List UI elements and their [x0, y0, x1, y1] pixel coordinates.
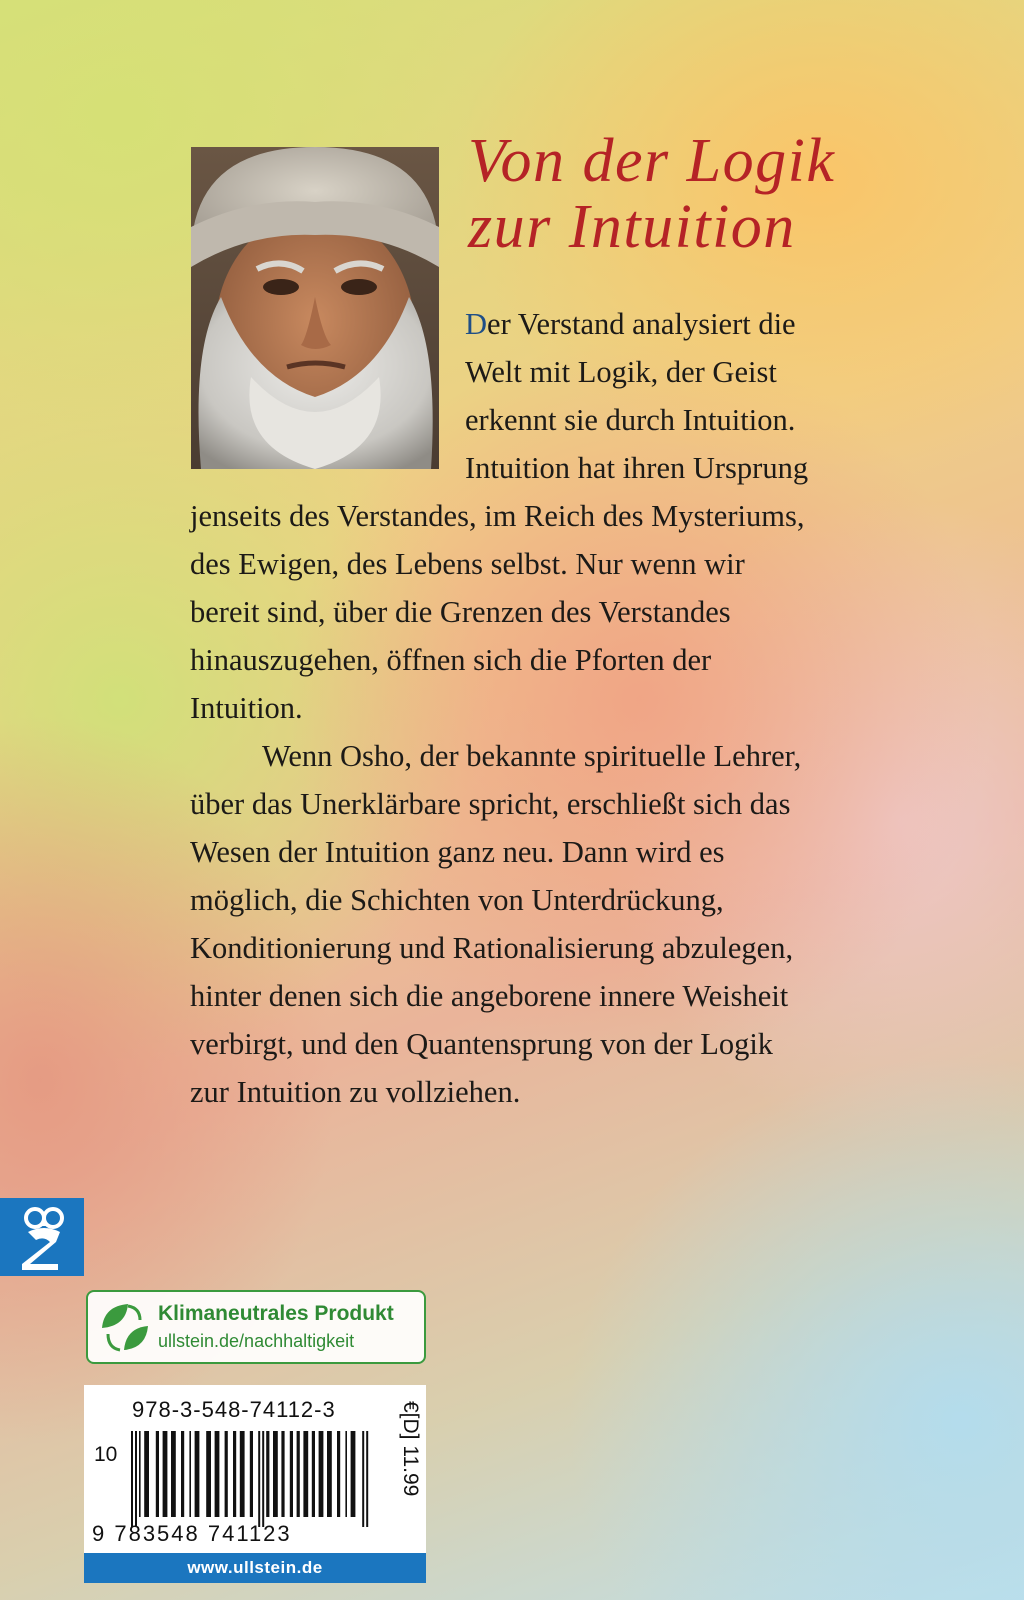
- barcode-bar: [139, 1431, 141, 1517]
- barcode-bar: [303, 1431, 308, 1517]
- barcode-guard-bar: [258, 1431, 260, 1527]
- blurb-line: Welt mit Logik, der Geist: [465, 355, 777, 389]
- barcode-bar: [337, 1431, 340, 1517]
- blurb-line: hinter denen sich die angeborene innere Weisheit: [190, 979, 789, 1013]
- title-line-2: zur Intuition: [468, 193, 796, 261]
- barcode-bar: [195, 1431, 200, 1517]
- barcode-bar: [327, 1431, 332, 1517]
- blurb-line: Intuition hat ihren Ursprung: [465, 451, 809, 485]
- barcode-bar: [290, 1431, 293, 1517]
- barcode-bar: [351, 1431, 356, 1517]
- dropcap-letter: D: [465, 307, 488, 341]
- ean-barcode: [129, 1431, 381, 1527]
- blurb-line: jenseits des Verstandes, im Reich des Mysteriums,: [190, 499, 805, 533]
- blurb-line: über das Unerklärbare spricht, erschließt sich das: [190, 787, 791, 821]
- blurb-line: verbirgt, und den Quantensprung von der Logik: [190, 1027, 774, 1061]
- barcode-bar: [312, 1431, 315, 1517]
- barcode-bar: [225, 1431, 228, 1517]
- blurb-line: möglich, die Schichten von Unterdrückung,: [190, 883, 724, 917]
- blurb-line: Intuition.: [190, 691, 303, 725]
- barcode-bar: [266, 1431, 269, 1517]
- blurb-line: [465, 300, 796, 348]
- barcode-guard-bar: [262, 1431, 264, 1527]
- title-line-1: Von der Logik: [468, 127, 836, 195]
- blurb-line: hinauszugehen, öffnen sich die Pforten der: [190, 643, 712, 677]
- book-title: [468, 128, 988, 260]
- price-text: €[D] 11.99: [399, 1401, 422, 1497]
- owl-icon: [0, 1198, 84, 1276]
- blurb-line: Konditionierung und Rationalisierung abzulegen,: [190, 931, 794, 965]
- climate-neutral-badge: [86, 1290, 426, 1364]
- barcode-guard-bar: [366, 1431, 368, 1527]
- barcode-bar: [297, 1431, 300, 1517]
- ean-digits: 9 783548 741123: [92, 1521, 292, 1546]
- barcode-bar: [233, 1431, 236, 1517]
- barcode-bar: [240, 1431, 245, 1517]
- eco-badge-title: Klimaneutrales Produkt: [158, 1302, 394, 1325]
- barcode-bar: [206, 1431, 211, 1517]
- blurb-line: Wesen der Intuition ganz neu. Dann wird es: [190, 835, 725, 869]
- publisher-logo: [0, 1198, 84, 1276]
- barcode-bar: [181, 1431, 184, 1517]
- publisher-website: www.ullstein.de: [84, 1553, 426, 1583]
- barcode-bar: [215, 1431, 220, 1517]
- barcode-guard-bar: [362, 1431, 364, 1527]
- blurb-line: bereit sind, über die Grenzen des Verstandes: [190, 595, 731, 629]
- author-portrait-photo: [191, 147, 439, 469]
- isbn-number: 978-3-548-74112-3: [132, 1397, 336, 1422]
- price-label: [398, 1401, 424, 1551]
- barcode-bar: [281, 1431, 284, 1517]
- barcode-panel: [84, 1385, 426, 1583]
- barcode-bar: [156, 1431, 159, 1517]
- barcode-bar: [273, 1431, 278, 1517]
- blurb-line: Wenn Osho, der bekannte spirituelle Lehrer,: [262, 739, 802, 773]
- leaf-recycle-icon: [94, 1298, 154, 1356]
- barcode-bar: [189, 1431, 191, 1517]
- portrait-illustration: [191, 147, 439, 469]
- barcode-prefix: 10: [94, 1443, 118, 1466]
- eco-badge-url: ullstein.de/nachhaltigkeit: [158, 1331, 355, 1351]
- blurb-line: des Ewigen, des Lebens selbst. Nur wenn wir: [190, 547, 745, 581]
- barcode-bar: [345, 1431, 347, 1517]
- blurb-line: zur Intuition zu vollziehen.: [190, 1075, 521, 1109]
- barcode-guard-bar: [135, 1431, 137, 1527]
- blurb-line-1-rest: er Verstand analysiert die: [487, 307, 796, 341]
- barcode-bar: [250, 1431, 253, 1517]
- barcode-bar: [163, 1431, 168, 1517]
- barcode-bar: [144, 1431, 149, 1517]
- barcode-bar: [171, 1431, 176, 1517]
- barcode-bar: [319, 1431, 324, 1517]
- blurb-line: erkennt sie durch Intuition.: [465, 403, 796, 437]
- barcode-guard-bar: [131, 1431, 133, 1527]
